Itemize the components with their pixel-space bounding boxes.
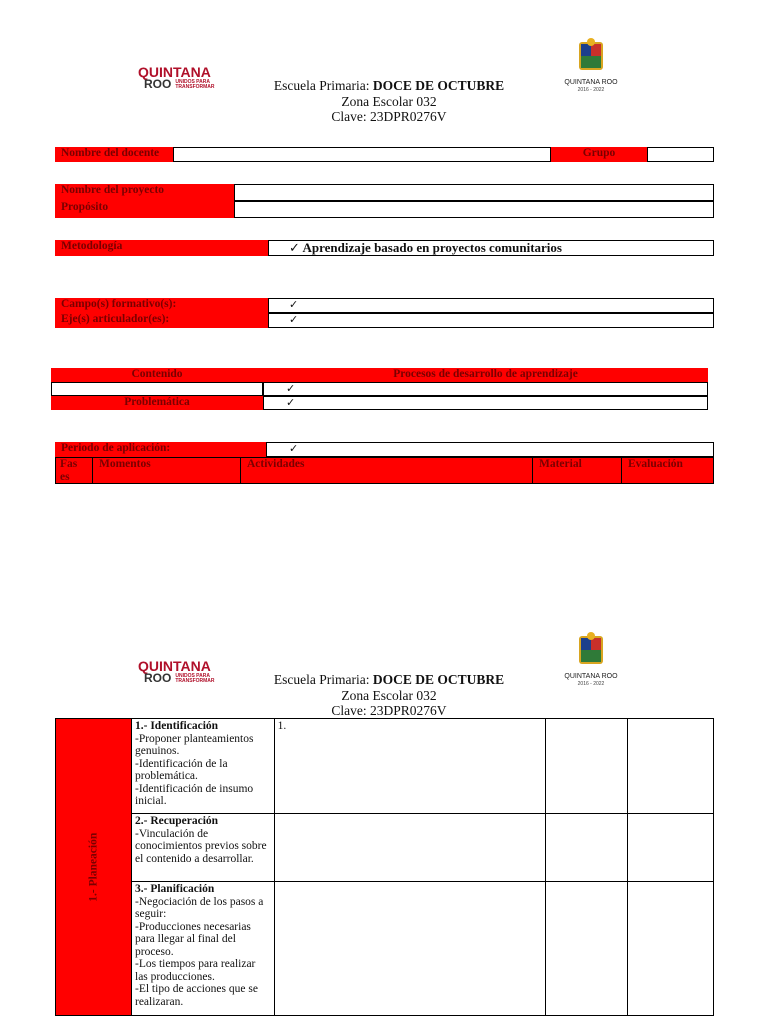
state-logo-right — [556, 632, 626, 688]
check-icon: ✓ — [286, 397, 296, 409]
zona-escolar: Zona Escolar 032 — [341, 94, 437, 109]
logo-left-sub: ROO — [144, 77, 172, 91]
step-line: -El tipo de acciones que se realizaran. — [135, 983, 258, 1008]
momento-cell — [132, 719, 275, 814]
step-line: -Los tiempos para realizar las producciones. — [135, 958, 256, 983]
logo-right-title: QUINTANA ROO — [564, 79, 618, 86]
plan-table — [55, 718, 714, 1016]
actividad-cell[interactable] — [274, 882, 545, 1016]
problematica-input[interactable] — [263, 396, 708, 410]
logo-left-main: QUINTANA — [138, 64, 211, 80]
table-row — [56, 719, 714, 814]
step-line: -Proponer planteamientos genuinos. — [135, 732, 254, 757]
ejes-label: Eje(s) articulador(es): — [55, 313, 268, 328]
step-title: 3.- Planificación — [135, 883, 215, 895]
proposito-input[interactable] — [234, 201, 714, 218]
material-cell[interactable] — [545, 882, 628, 1016]
actividad-cell[interactable] — [274, 719, 545, 814]
col-actividades: Actividades — [241, 458, 533, 484]
fase-label: 1.- Planeación — [87, 832, 100, 902]
school-label: Escuela Primaria: — [273, 672, 370, 687]
col-material: Material — [533, 458, 622, 484]
evaluacion-cell[interactable] — [628, 719, 714, 814]
step-line: -Identificación de insumo inicial. — [135, 782, 254, 807]
coat-of-arms-icon — [576, 632, 606, 668]
coat-of-arms-icon — [576, 38, 606, 74]
clave: Clave: 23DPR0276V — [331, 703, 447, 718]
problematica-label: Problemática — [51, 396, 263, 410]
docente-input[interactable] — [173, 147, 551, 162]
logo-right-title: QUINTANA ROO — [564, 673, 618, 680]
metodologia-value: Aprendizaje basado en proyectos comunitarios — [302, 240, 562, 255]
activity-number: 1. — [277, 720, 287, 732]
check-icon: ✓ — [289, 299, 299, 311]
state-logo-left — [138, 660, 228, 688]
logo-left-tag: UNIDOS PARA TRANSFORMAR — [175, 672, 215, 684]
metodologia-value-box[interactable] — [268, 240, 714, 256]
proyecto-label: Nombre del proyecto — [55, 184, 234, 201]
logo-right-years: 2016 - 2022 — [577, 681, 605, 687]
campos-value[interactable] — [268, 298, 714, 313]
col-fases: Fases — [55, 458, 93, 484]
evaluacion-cell[interactable] — [628, 814, 714, 882]
fase-cell — [56, 719, 132, 1016]
actividad-cell[interactable] — [274, 814, 545, 882]
campos-label: Campo(s) formativo(s): — [55, 298, 268, 313]
check-icon: ✓ — [289, 240, 300, 255]
clave: Clave: 23DPR0276V — [331, 109, 447, 124]
docente-label: Nombre del docente — [55, 147, 173, 162]
ejes-value[interactable] — [268, 313, 714, 328]
table-row — [56, 882, 714, 1016]
logo-left-tag: UNIDOS PARA TRANSFORMAR — [175, 78, 215, 90]
school-name: DOCE DE OCTUBRE — [372, 78, 505, 93]
procesos-input[interactable] — [263, 382, 708, 396]
state-logo-left — [138, 66, 228, 94]
step-line: -Identificación de la problemática. — [135, 757, 228, 782]
state-logo-right — [556, 38, 626, 94]
material-cell[interactable] — [545, 814, 628, 882]
contenido-input[interactable] — [51, 382, 263, 396]
material-cell[interactable] — [545, 719, 628, 814]
logo-left-main: QUINTANA — [138, 658, 211, 674]
periodo-label: Periodo de aplicación: — [55, 442, 266, 457]
step-line: -Vinculación de conocimientos previos sobre el contenido a desarrollar. — [135, 827, 267, 865]
check-icon: ✓ — [286, 383, 296, 395]
procesos-header: Procesos de desarrollo de aprendizaje — [263, 368, 708, 382]
logo-left-sub: ROO — [144, 671, 172, 685]
step-line: -Producciones necesarias para llegar al final del proceso. — [135, 920, 251, 958]
proyecto-input[interactable] — [234, 184, 714, 201]
check-icon: ✓ — [289, 443, 299, 455]
school-label: Escuela Primaria: — [273, 78, 370, 93]
school-header — [239, 672, 539, 718]
zona-escolar: Zona Escolar 032 — [341, 688, 437, 703]
step-line: -Negociación de los pasos a seguir: — [135, 895, 264, 920]
momento-cell — [132, 882, 275, 1016]
table-row — [56, 814, 714, 882]
step-title: 2.- Recuperación — [135, 815, 219, 827]
col-momentos: Momentos — [93, 458, 241, 484]
step-title: 1.- Identificación — [135, 720, 219, 732]
school-header — [239, 78, 539, 124]
momento-cell — [132, 814, 275, 882]
evaluacion-cell[interactable] — [628, 882, 714, 1016]
metodologia-label: Metodología — [55, 240, 268, 256]
grupo-input[interactable] — [647, 147, 714, 162]
grupo-label: Grupo — [551, 147, 647, 162]
logo-right-years: 2016 - 2022 — [577, 87, 605, 93]
contenido-header: Contenido — [51, 368, 263, 382]
col-evaluacion: Evaluación — [628, 458, 683, 470]
proposito-label: Propósito — [55, 201, 234, 218]
school-name: DOCE DE OCTUBRE — [372, 672, 505, 687]
check-icon: ✓ — [289, 314, 299, 326]
periodo-input[interactable] — [266, 442, 714, 457]
